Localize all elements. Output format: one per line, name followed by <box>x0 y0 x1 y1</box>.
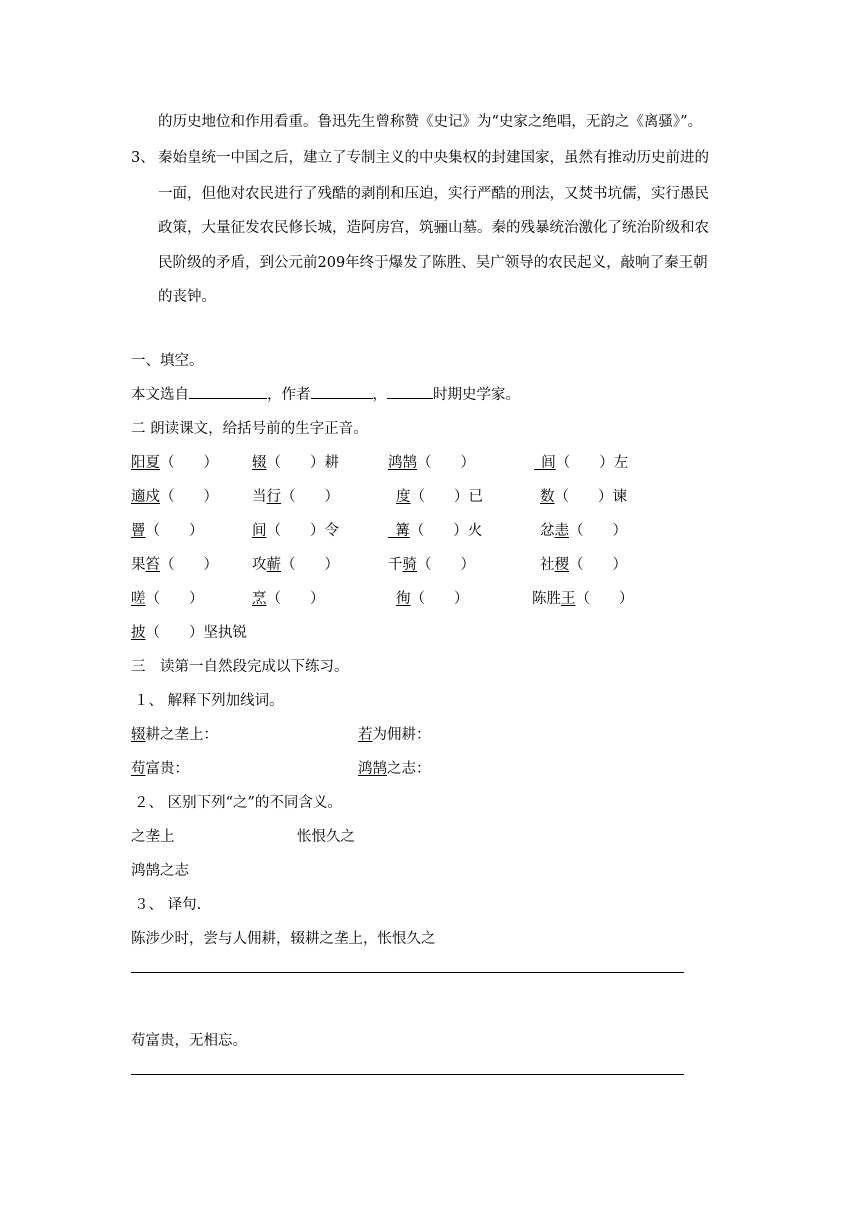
pronunciation-item: 披（ ）坚执锐 <box>131 625 247 641</box>
pronunciation-item: 当行（ ） <box>252 489 339 505</box>
fill-text: 时期史学家。 <box>433 387 520 403</box>
paragraph-3-line: 的丧钟。 <box>158 289 216 305</box>
fill-blank-line <box>131 383 520 404</box>
pronunciation-item: 罾（ ） <box>131 523 204 539</box>
pronunciation-item: 攻蕲（ ） <box>252 557 339 573</box>
pronunciation-item: 数（ ）谏 <box>540 489 627 505</box>
pronunciation-item: 徇（ ） <box>396 591 469 607</box>
fill-text: ， <box>372 387 387 403</box>
pronunciation-item: 篝（ ）火 <box>395 523 483 539</box>
zhi-item: 之垄上 <box>131 829 175 845</box>
question-1-title: １、 解释下列加线词。 <box>134 693 284 709</box>
paragraph-3-line: 政策，大量征发农民修长城，造阿房宫，筑骊山墓。秦的残暴统治激化了统治阶级和农 <box>158 220 709 236</box>
pronunciation-item: 適戍（ ） <box>131 489 218 505</box>
zhi-item: 怅恨久之 <box>297 829 355 845</box>
translate-sentence: 苟富贵，无相忘。 <box>131 1033 247 1049</box>
pronunciation-item: 鸿鹄（ ） <box>388 455 475 471</box>
explain-item: 鸿鹄之志： <box>358 761 431 777</box>
section-3-title: 三 读第一自然段完成以下练习。 <box>131 659 349 675</box>
explain-item: 若为佣耕： <box>358 727 431 743</box>
pronunciation-item: 忿恚（ ） <box>540 523 627 539</box>
explain-item: 苟富贵： <box>131 761 189 777</box>
pronunciation-item: 辍（ ）耕 <box>252 455 339 471</box>
blank-author[interactable] <box>311 386 373 399</box>
section-2-title: 二 朗读课文，给括号前的生字正音。 <box>131 421 368 437</box>
section-1-title: 一、填空。 <box>131 353 204 369</box>
pronunciation-item: 闾（ ）左 <box>541 455 629 471</box>
answer-line[interactable] <box>131 972 684 973</box>
paragraph-3-line: 民阶级的矛盾，到公元前209年终于爆发了陈胜、吴广领导的农民起义，敲响了秦王朝 <box>158 255 708 271</box>
explain-item: 辍耕之垄上： <box>131 727 218 743</box>
answer-line[interactable] <box>131 1074 684 1075</box>
question-2-title: ２、 区别下列“之”的不同含义。 <box>134 795 342 811</box>
paragraph-3-line: 一面，但他对农民进行了残酷的剥削和压迫，实行严酷的刑法，又焚书坑儒，实行愚民 <box>158 186 709 202</box>
blank-source[interactable] <box>189 386 267 399</box>
paragraph-3-line: 秦始皇统一中国之后，建立了专制主义的中央集权的封建国家，虽然有推动历史前进的 <box>158 150 709 166</box>
pronunciation-item: 嗟（ ） <box>131 591 204 607</box>
pronunciation-item: 社稷（ ） <box>540 557 627 573</box>
fill-text: ，作者 <box>267 387 311 403</box>
fill-text: 本文选自 <box>131 387 189 403</box>
translate-sentence: 陈涉少时，尝与人佣耕，辍耕之垄上，怅恨久之 <box>131 931 436 947</box>
pronunciation-item: 阳夏（ ） <box>131 455 218 471</box>
blank-period[interactable] <box>387 386 433 399</box>
question-3-title: ３、 译句. <box>134 897 202 913</box>
pronunciation-item: 间（ ）令 <box>252 523 339 539</box>
pronunciation-item: 千骑（ ） <box>388 557 475 573</box>
pronunciation-item: 烹（ ） <box>252 591 325 607</box>
paragraph-3-number: 3、 <box>131 150 155 166</box>
pronunciation-item: 陈胜王（ ） <box>532 591 634 607</box>
paragraph-2-tail: 的历史地位和作用看重。鲁迅先生曾称赞《史记》为“史家之绝唱，无韵之《离骚》”。 <box>158 114 703 130</box>
pronunciation-item: 度（ ）已 <box>396 489 483 505</box>
pronunciation-item: 果笞（ ） <box>131 557 218 573</box>
zhi-item: 鸿鹄之志 <box>131 863 189 879</box>
